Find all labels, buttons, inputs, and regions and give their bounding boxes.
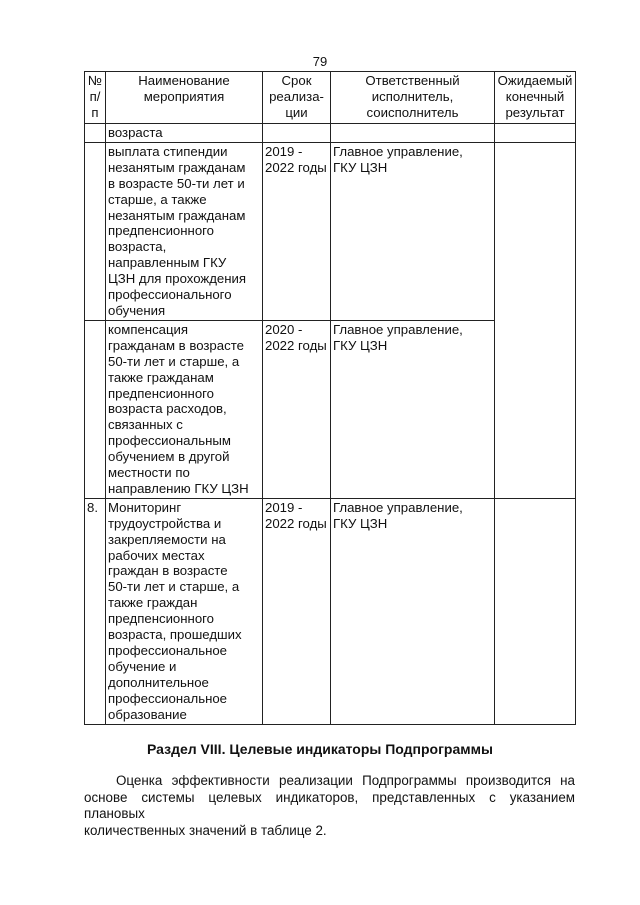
table-row bbox=[85, 124, 576, 143]
row-term: 2020 - 2022 годы bbox=[263, 320, 331, 498]
row-term bbox=[263, 124, 331, 143]
row-number bbox=[85, 320, 106, 498]
row-term: 2019 - 2022 годы bbox=[263, 142, 331, 320]
row-result bbox=[495, 124, 576, 143]
row-result bbox=[495, 320, 576, 498]
table-row bbox=[85, 142, 576, 320]
header-number: № п/п bbox=[85, 72, 106, 124]
row-name: Мониторинг трудоустройства и закрепляемости на рабочих местах граждан в возрасте 50-ти лет и старше, а также граждан предпенсионного возраста, прошедших профессиональное обучение и дополнительное профессиональное образование bbox=[106, 498, 263, 724]
header-result: Ожидаемый конечный результат bbox=[495, 72, 576, 124]
row-result bbox=[495, 142, 576, 320]
row-responsible: Главное управление, ГКУ ЦЗН bbox=[331, 142, 495, 320]
row-responsible: Главное управление, ГКУ ЦЗН bbox=[331, 320, 495, 498]
row-name: компенсация гражданам в возрасте 50-ти лет и старше, а также гражданам предпенсионного возраста расходов, связанных с профессиональным обучением в другой местности по направлению ГКУ ЦЗН bbox=[106, 320, 263, 498]
body-paragraph bbox=[84, 773, 575, 839]
row-name: возраста bbox=[106, 124, 263, 143]
row-result bbox=[495, 498, 576, 724]
row-name: выплата стипендии незанятым гражданам в возрасте 50-ти лет и старше, а также незанятым гражданам предпенсионного возраста, направленным ГКУ ЦЗН для прохождения профессионального обучения bbox=[106, 142, 263, 320]
header-responsible: Ответственный исполнитель, соисполнитель bbox=[331, 72, 495, 124]
header-name: Наименование мероприятия bbox=[106, 72, 263, 124]
row-responsible bbox=[331, 124, 495, 143]
table-header-row bbox=[85, 72, 576, 124]
table-row bbox=[85, 320, 576, 498]
paragraph-line: количественных значений в таблице 2. bbox=[84, 822, 327, 838]
row-term: 2019 - 2022 годы bbox=[263, 498, 331, 724]
page-number: 79 bbox=[312, 54, 328, 69]
measures-table bbox=[84, 71, 576, 725]
paragraph-line: Оценка эффективности реализации Подпрограммы производится на bbox=[116, 773, 575, 788]
header-term: Срок реализа- ции bbox=[263, 72, 331, 124]
table-row bbox=[85, 498, 576, 724]
row-number bbox=[85, 142, 106, 320]
row-number bbox=[85, 124, 106, 143]
row-responsible: Главное управление, ГКУ ЦЗН bbox=[331, 498, 495, 724]
paragraph-line: основе системы целевых индикаторов, представленных с указанием плановых bbox=[84, 789, 575, 821]
row-number: 8. bbox=[85, 498, 106, 724]
section-title: Раздел VIII. Целевые индикаторы Подпрограммы bbox=[147, 741, 493, 757]
